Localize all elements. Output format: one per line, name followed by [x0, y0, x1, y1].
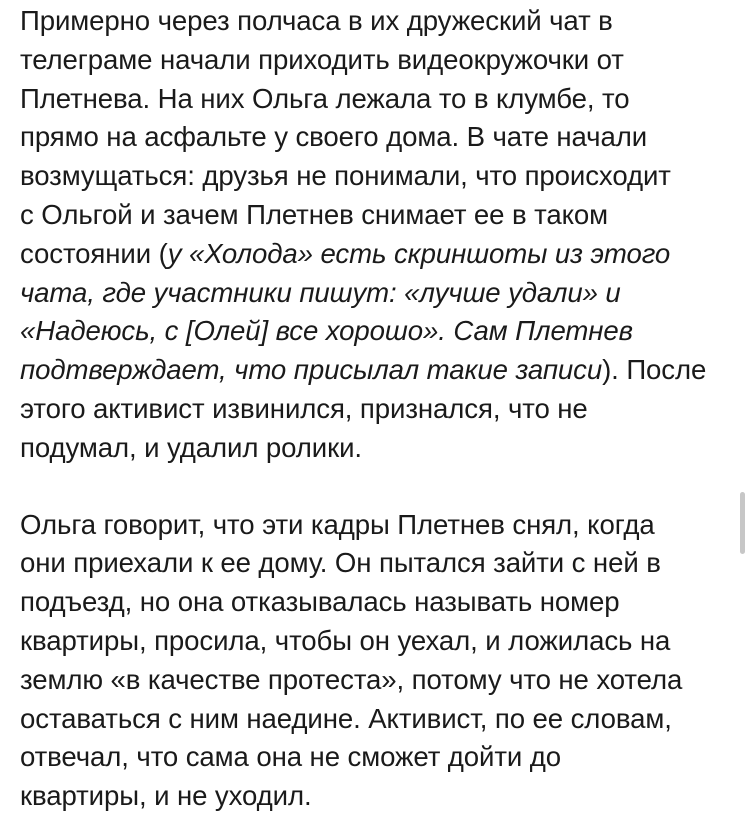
text-line: возмущаться: друзья не понимали, что происходит: [20, 160, 671, 192]
article-body: [20, 0, 735, 816]
text-line: они приехали к ее дому. Он пытался зайти с ней в: [20, 547, 661, 579]
text-line-italic: «Надеюсь, с [Олей] все хорошо». Сам Плетнев: [20, 315, 633, 347]
text-line: квартиры, и не уходил.: [20, 780, 312, 812]
text-line: подумал, и удалил ролики.: [20, 431, 362, 463]
text-line: прямо на асфальте у своего дома. В чате начали: [20, 121, 648, 153]
text-line: [20, 235, 735, 274]
text-italic: подтверждает, что присылал такие записи: [20, 354, 603, 386]
paragraph-2: [20, 506, 735, 816]
text-line: Ольга говорит, что эти кадры Плетнев снял, когда: [20, 508, 655, 540]
text-line-italic: чата, где участники пишут: «лучше удали» и: [20, 276, 621, 308]
scrollbar-thumb[interactable]: [740, 492, 745, 554]
text-line: квартиры, просила, чтобы он уехал, и ложилась на: [20, 624, 671, 656]
text-line: телеграме начали приходить видеокружочки от: [20, 43, 624, 75]
text-regular: ). После: [602, 354, 707, 386]
text-italic: у «Холода» есть скриншоты из этого: [167, 237, 671, 269]
text-line: [20, 351, 735, 390]
text-line: Плетнева. На них Ольга лежала то в клумбе, то: [20, 82, 630, 114]
text-line: Примерно через полчаса в их дружеский чат в: [20, 5, 613, 36]
text-line: этого активист извинился, признался, что не: [20, 392, 588, 424]
text-line: землю «в качестве протеста», потому что не хотела: [20, 663, 683, 695]
text-line: с Ольгой и зачем Плетнев снимает ее в таком: [20, 198, 608, 230]
text-line: подъезд, но она отказывалась называть номер: [20, 586, 620, 618]
paragraph-1: [20, 0, 735, 468]
text-line: оставаться с ним наедине. Активист, по ее словам,: [20, 702, 672, 734]
text-regular: состоянии (: [20, 237, 168, 269]
text-line: отвечал, что сама она не сможет дойти до: [20, 741, 562, 773]
